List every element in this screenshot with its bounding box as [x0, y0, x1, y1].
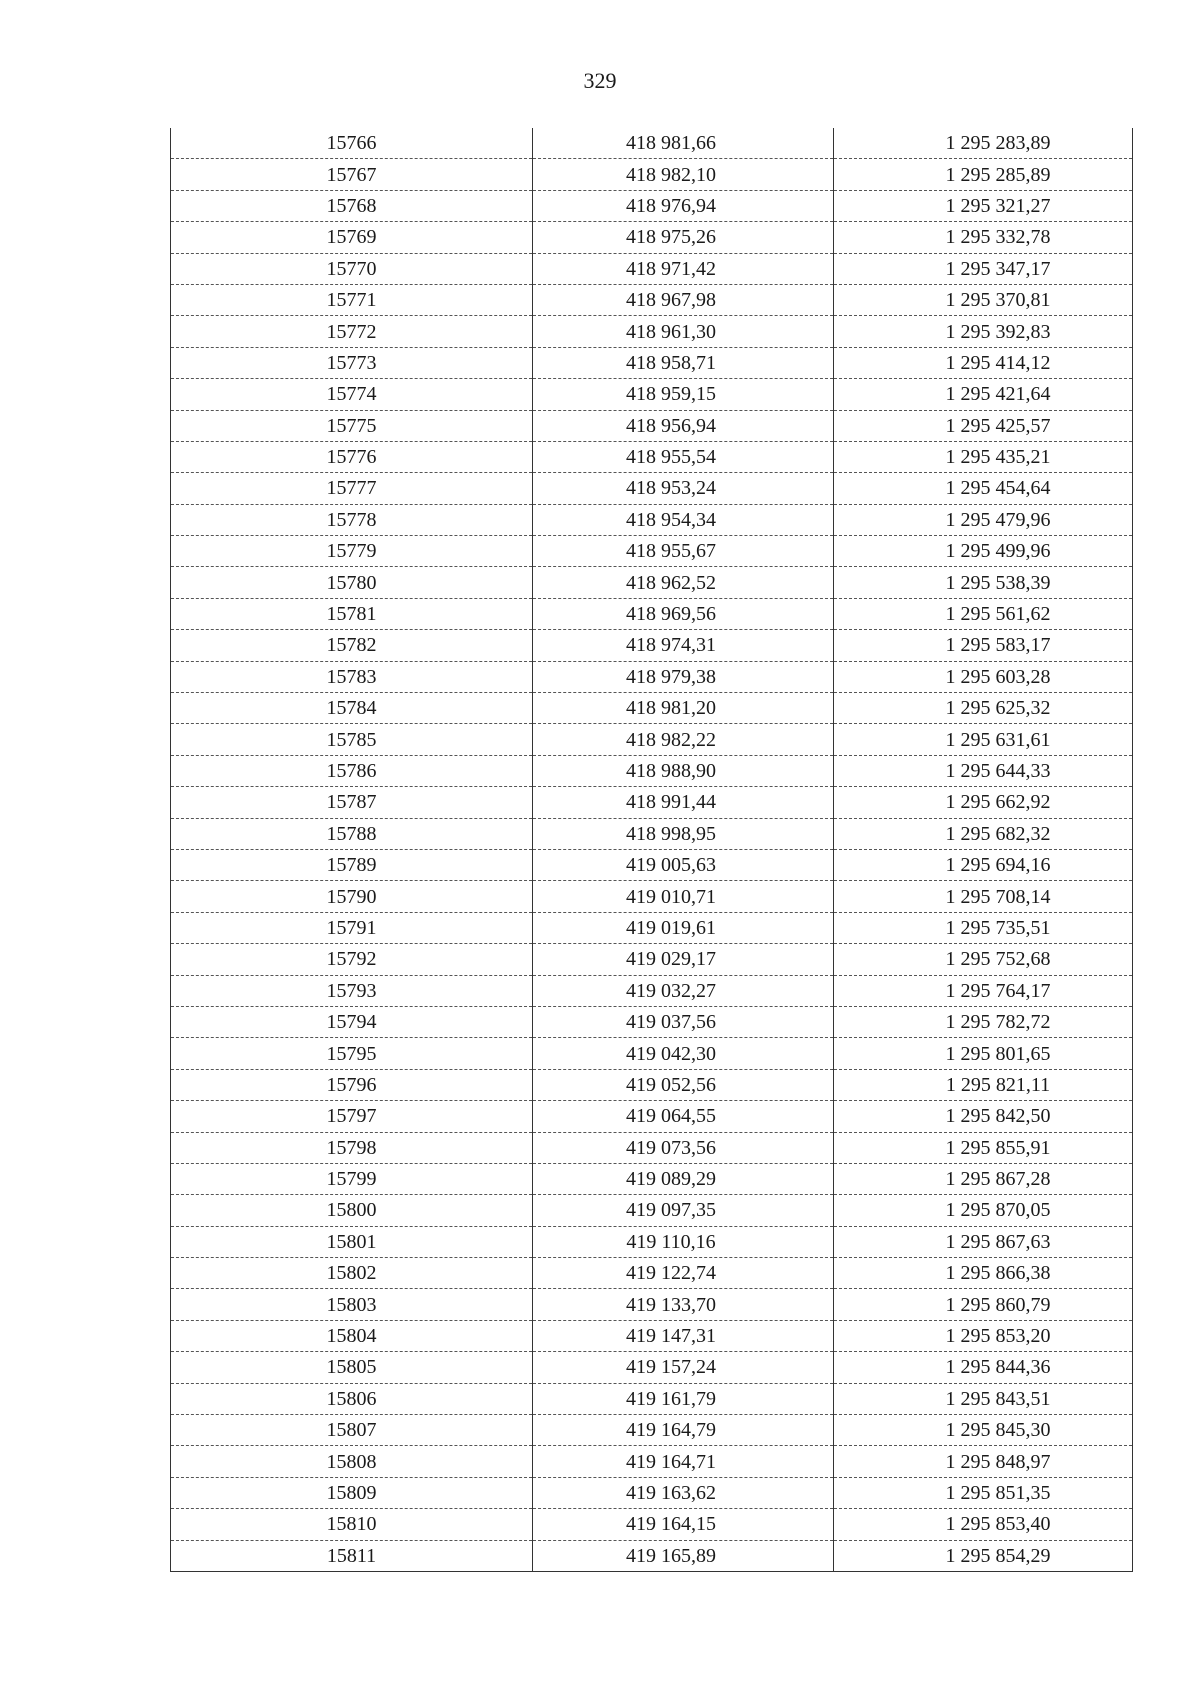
table-row	[171, 222, 1133, 253]
point-number-cell: 15779	[171, 536, 533, 567]
x-coordinate-cell: 418 955,67	[533, 536, 834, 567]
point-number-cell: 15790	[171, 881, 533, 912]
x-coordinate-cell: 418 969,56	[533, 598, 834, 629]
y-coordinate-cell: 1 295 853,20	[834, 1320, 1133, 1351]
x-coordinate-cell: 418 956,94	[533, 410, 834, 441]
x-coordinate-cell: 418 982,22	[533, 724, 834, 755]
x-coordinate-cell: 419 042,30	[533, 1038, 834, 1069]
point-number-cell: 15787	[171, 787, 533, 818]
point-number-cell: 15769	[171, 222, 533, 253]
x-coordinate-cell: 418 981,66	[533, 128, 834, 159]
table-row	[171, 410, 1133, 441]
y-coordinate-cell: 1 295 860,79	[834, 1289, 1133, 1320]
table-row	[171, 253, 1133, 284]
y-coordinate-cell: 1 295 735,51	[834, 912, 1133, 943]
point-number-cell: 15796	[171, 1069, 533, 1100]
y-coordinate-cell: 1 295 842,50	[834, 1101, 1133, 1132]
y-coordinate-cell: 1 295 414,12	[834, 347, 1133, 378]
x-coordinate-cell: 419 161,79	[533, 1383, 834, 1414]
y-coordinate-cell: 1 295 285,89	[834, 159, 1133, 190]
x-coordinate-cell: 419 029,17	[533, 944, 834, 975]
point-number-cell: 15811	[171, 1540, 533, 1571]
table-row	[171, 190, 1133, 221]
table-row	[171, 379, 1133, 410]
x-coordinate-cell: 418 958,71	[533, 347, 834, 378]
x-coordinate-cell: 418 971,42	[533, 253, 834, 284]
table-row	[171, 1383, 1133, 1414]
table-row	[171, 1289, 1133, 1320]
point-number-cell: 15792	[171, 944, 533, 975]
y-coordinate-cell: 1 295 583,17	[834, 630, 1133, 661]
y-coordinate-cell: 1 295 843,51	[834, 1383, 1133, 1414]
y-coordinate-cell: 1 295 561,62	[834, 598, 1133, 629]
y-coordinate-cell: 1 295 867,28	[834, 1163, 1133, 1194]
y-coordinate-cell: 1 295 821,11	[834, 1069, 1133, 1100]
table-row	[171, 128, 1133, 159]
x-coordinate-cell: 418 981,20	[533, 693, 834, 724]
table-row	[171, 1258, 1133, 1289]
table-row	[171, 1038, 1133, 1069]
coordinates-table-body	[171, 128, 1133, 1571]
point-number-cell: 15777	[171, 473, 533, 504]
y-coordinate-cell: 1 295 782,72	[834, 1006, 1133, 1037]
x-coordinate-cell: 419 097,35	[533, 1195, 834, 1226]
x-coordinate-cell: 419 163,62	[533, 1477, 834, 1508]
y-coordinate-cell: 1 295 479,96	[834, 504, 1133, 535]
point-number-cell: 15766	[171, 128, 533, 159]
table-row	[171, 598, 1133, 629]
point-number-cell: 15772	[171, 316, 533, 347]
y-coordinate-cell: 1 295 694,16	[834, 849, 1133, 880]
x-coordinate-cell: 419 005,63	[533, 849, 834, 880]
table-row	[171, 1415, 1133, 1446]
x-coordinate-cell: 419 010,71	[533, 881, 834, 912]
table-row	[171, 1101, 1133, 1132]
point-number-cell: 15782	[171, 630, 533, 661]
y-coordinate-cell: 1 295 392,83	[834, 316, 1133, 347]
table-row	[171, 975, 1133, 1006]
y-coordinate-cell: 1 295 848,97	[834, 1446, 1133, 1477]
x-coordinate-cell: 418 991,44	[533, 787, 834, 818]
x-coordinate-cell: 419 064,55	[533, 1101, 834, 1132]
x-coordinate-cell: 419 089,29	[533, 1163, 834, 1194]
point-number-cell: 15780	[171, 567, 533, 598]
point-number-cell: 15809	[171, 1477, 533, 1508]
y-coordinate-cell: 1 295 644,33	[834, 755, 1133, 786]
table-row	[171, 1069, 1133, 1100]
y-coordinate-cell: 1 295 752,68	[834, 944, 1133, 975]
y-coordinate-cell: 1 295 321,27	[834, 190, 1133, 221]
table-row	[171, 818, 1133, 849]
y-coordinate-cell: 1 295 844,36	[834, 1352, 1133, 1383]
y-coordinate-cell: 1 295 866,38	[834, 1258, 1133, 1289]
y-coordinate-cell: 1 295 631,61	[834, 724, 1133, 755]
x-coordinate-cell: 419 073,56	[533, 1132, 834, 1163]
point-number-cell: 15784	[171, 693, 533, 724]
point-number-cell: 15801	[171, 1226, 533, 1257]
x-coordinate-cell: 418 979,38	[533, 661, 834, 692]
point-number-cell: 15799	[171, 1163, 533, 1194]
y-coordinate-cell: 1 295 332,78	[834, 222, 1133, 253]
x-coordinate-cell: 418 974,31	[533, 630, 834, 661]
coordinates-table	[170, 128, 1133, 1572]
point-number-cell: 15771	[171, 284, 533, 315]
x-coordinate-cell: 419 032,27	[533, 975, 834, 1006]
point-number-cell: 15797	[171, 1101, 533, 1132]
x-coordinate-cell: 418 953,24	[533, 473, 834, 504]
point-number-cell: 15783	[171, 661, 533, 692]
x-coordinate-cell: 419 122,74	[533, 1258, 834, 1289]
table-row	[171, 1163, 1133, 1194]
table-row	[171, 1195, 1133, 1226]
point-number-cell: 15773	[171, 347, 533, 378]
y-coordinate-cell: 1 295 708,14	[834, 881, 1133, 912]
y-coordinate-cell: 1 295 283,89	[834, 128, 1133, 159]
table-row	[171, 1132, 1133, 1163]
y-coordinate-cell: 1 295 603,28	[834, 661, 1133, 692]
x-coordinate-cell: 419 019,61	[533, 912, 834, 943]
x-coordinate-cell: 419 037,56	[533, 1006, 834, 1037]
page-number: 329	[583, 68, 617, 93]
x-coordinate-cell: 418 982,10	[533, 159, 834, 190]
x-coordinate-cell: 418 962,52	[533, 567, 834, 598]
point-number-cell: 15778	[171, 504, 533, 535]
y-coordinate-cell: 1 295 853,40	[834, 1509, 1133, 1540]
table-row	[171, 504, 1133, 535]
x-coordinate-cell: 418 954,34	[533, 504, 834, 535]
point-number-cell: 15804	[171, 1320, 533, 1351]
x-coordinate-cell: 419 164,71	[533, 1446, 834, 1477]
y-coordinate-cell: 1 295 370,81	[834, 284, 1133, 315]
y-coordinate-cell: 1 295 435,21	[834, 441, 1133, 472]
x-coordinate-cell: 418 967,98	[533, 284, 834, 315]
point-number-cell: 15788	[171, 818, 533, 849]
table-row	[171, 1352, 1133, 1383]
y-coordinate-cell: 1 295 538,39	[834, 567, 1133, 598]
x-coordinate-cell: 418 955,54	[533, 441, 834, 472]
point-number-cell: 15798	[171, 1132, 533, 1163]
table-row	[171, 1320, 1133, 1351]
y-coordinate-cell: 1 295 347,17	[834, 253, 1133, 284]
x-coordinate-cell: 418 975,26	[533, 222, 834, 253]
table-row	[171, 284, 1133, 315]
table-row	[171, 1446, 1133, 1477]
y-coordinate-cell: 1 295 682,32	[834, 818, 1133, 849]
x-coordinate-cell: 418 988,90	[533, 755, 834, 786]
table-row	[171, 159, 1133, 190]
x-coordinate-cell: 419 157,24	[533, 1352, 834, 1383]
table-row	[171, 881, 1133, 912]
x-coordinate-cell: 419 133,70	[533, 1289, 834, 1320]
x-coordinate-cell: 419 164,15	[533, 1509, 834, 1540]
x-coordinate-cell: 418 961,30	[533, 316, 834, 347]
x-coordinate-cell: 419 147,31	[533, 1320, 834, 1351]
table-row	[171, 567, 1133, 598]
point-number-cell: 15802	[171, 1258, 533, 1289]
point-number-cell: 15807	[171, 1415, 533, 1446]
y-coordinate-cell: 1 295 625,32	[834, 693, 1133, 724]
point-number-cell: 15805	[171, 1352, 533, 1383]
y-coordinate-cell: 1 295 851,35	[834, 1477, 1133, 1508]
table-row	[171, 1540, 1133, 1571]
y-coordinate-cell: 1 295 855,91	[834, 1132, 1133, 1163]
table-row	[171, 1226, 1133, 1257]
point-number-cell: 15774	[171, 379, 533, 410]
point-number-cell: 15770	[171, 253, 533, 284]
y-coordinate-cell: 1 295 454,64	[834, 473, 1133, 504]
y-coordinate-cell: 1 295 867,63	[834, 1226, 1133, 1257]
table-row	[171, 1509, 1133, 1540]
point-number-cell: 15791	[171, 912, 533, 943]
table-row	[171, 944, 1133, 975]
table-row	[171, 755, 1133, 786]
table-row	[171, 473, 1133, 504]
x-coordinate-cell: 418 959,15	[533, 379, 834, 410]
y-coordinate-cell: 1 295 854,29	[834, 1540, 1133, 1571]
y-coordinate-cell: 1 295 764,17	[834, 975, 1133, 1006]
table-row	[171, 661, 1133, 692]
x-coordinate-cell: 418 976,94	[533, 190, 834, 221]
y-coordinate-cell: 1 295 870,05	[834, 1195, 1133, 1226]
point-number-cell: 15794	[171, 1006, 533, 1037]
point-number-cell: 15768	[171, 190, 533, 221]
table-row	[171, 316, 1133, 347]
point-number-cell: 15800	[171, 1195, 533, 1226]
table-row	[171, 536, 1133, 567]
y-coordinate-cell: 1 295 662,92	[834, 787, 1133, 818]
y-coordinate-cell: 1 295 845,30	[834, 1415, 1133, 1446]
table-row	[171, 630, 1133, 661]
table-row	[171, 912, 1133, 943]
table-row	[171, 347, 1133, 378]
y-coordinate-cell: 1 295 425,57	[834, 410, 1133, 441]
point-number-cell: 15781	[171, 598, 533, 629]
x-coordinate-cell: 419 164,79	[533, 1415, 834, 1446]
x-coordinate-cell: 419 165,89	[533, 1540, 834, 1571]
point-number-cell: 15785	[171, 724, 533, 755]
y-coordinate-cell: 1 295 801,65	[834, 1038, 1133, 1069]
point-number-cell: 15793	[171, 975, 533, 1006]
x-coordinate-cell: 418 998,95	[533, 818, 834, 849]
table-row	[171, 849, 1133, 880]
y-coordinate-cell: 1 295 499,96	[834, 536, 1133, 567]
table-row	[171, 1006, 1133, 1037]
point-number-cell: 15789	[171, 849, 533, 880]
point-number-cell: 15803	[171, 1289, 533, 1320]
table-row	[171, 724, 1133, 755]
point-number-cell: 15810	[171, 1509, 533, 1540]
table-row	[171, 787, 1133, 818]
point-number-cell: 15767	[171, 159, 533, 190]
point-number-cell: 15775	[171, 410, 533, 441]
table-row	[171, 441, 1133, 472]
point-number-cell: 15808	[171, 1446, 533, 1477]
point-number-cell: 15795	[171, 1038, 533, 1069]
table-row	[171, 693, 1133, 724]
y-coordinate-cell: 1 295 421,64	[834, 379, 1133, 410]
point-number-cell: 15806	[171, 1383, 533, 1414]
x-coordinate-cell: 419 110,16	[533, 1226, 834, 1257]
table-row	[171, 1477, 1133, 1508]
point-number-cell: 15786	[171, 755, 533, 786]
point-number-cell: 15776	[171, 441, 533, 472]
x-coordinate-cell: 419 052,56	[533, 1069, 834, 1100]
